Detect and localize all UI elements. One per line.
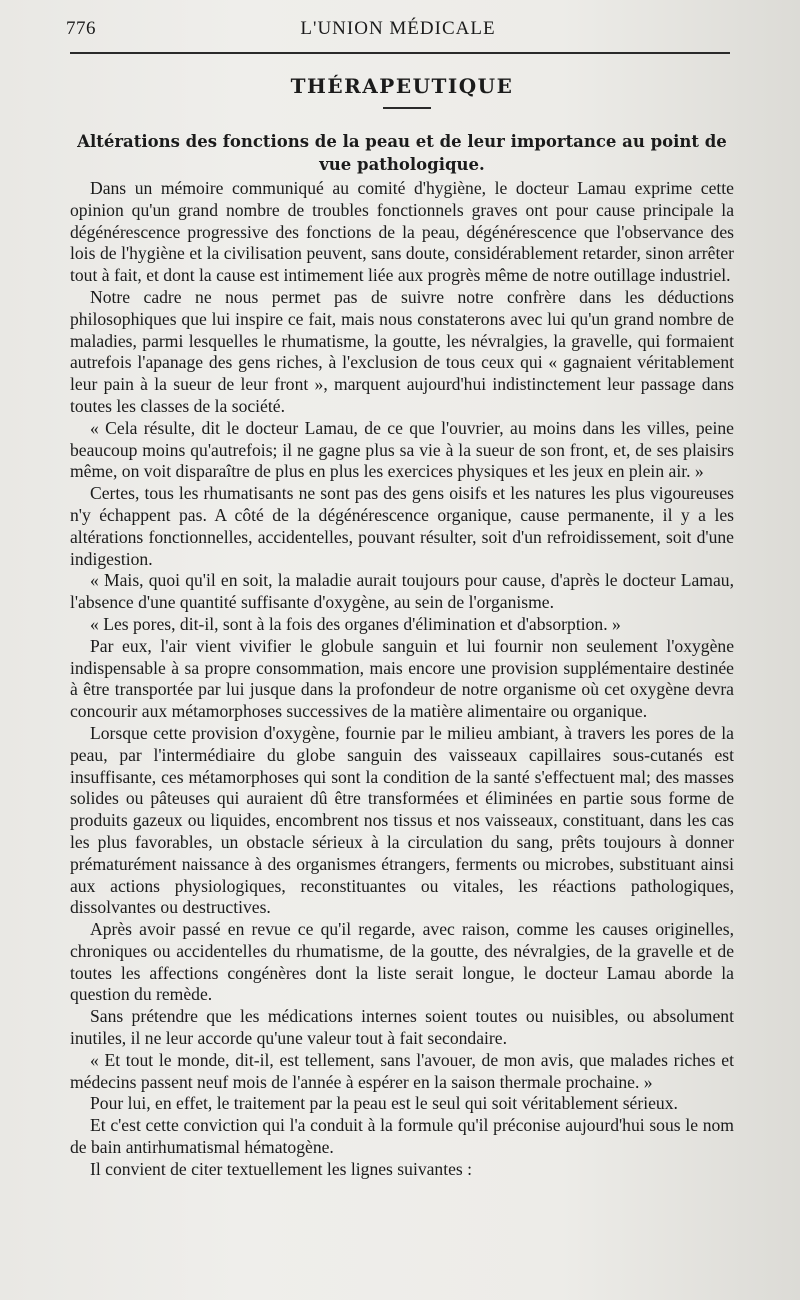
paragraph: « Cela résulte, dit le docteur Lamau, de ce que l'ouvrier, au moins dans les villes, peine beaucoup moins qu'autrefois; il ne gagne plus sa vie à la sueur de son front, et, de ses plaisirs même, on voit disparaître de plus en plus les exercices physiques et les jeux en plein air. » <box>70 417 734 482</box>
running-head <box>66 14 730 44</box>
paragraph: Dans un mémoire communiqué au comité d'hygiène, le docteur Lamau exprime cette opinion qu'un grand nombre de troubles fonctionnels graves ont pour cause principale la dégénérescence progressive des fonctions de la peau, dégénérescence que l'observance des lois de l'hygiène et la civilisation peuvent, sans doute, considérablement retarder, sinon arrêter tout à fait, et dont la cause est intimement liée aux progrès même de notre outillage industriel. <box>70 178 734 286</box>
paragraph: Après avoir passé en revue ce qu'il regarde, avec raison, comme les causes originelles, chroniques ou accidentelles du rhumatisme, de la goutte, des névralgies, de la gravelle et de toutes les affections congénères dont la liste serait longue, le docteur Lamau aborde la question du remède. <box>70 919 734 1005</box>
paragraph: Pour lui, en effet, le traitement par la peau est le seul qui soit véritablement sérieux. <box>90 1093 678 1114</box>
paragraph: « Les pores, dit-il, sont à la fois des organes d'élimination et d'absorption. » <box>90 613 621 634</box>
header-rule <box>70 52 730 54</box>
paragraph: Par eux, l'air vient vivifier le globule sanguin et lui fournir non seulement l'oxygène indispensable à sa propre consommation, mais encore une provision supplémentaire destinée à être transportée par lui jusque dans la profondeur de notre organisme où cet oxygène devra concourir aux métamorphoses successives de la matière alimentaire ou organique. <box>70 635 734 722</box>
paragraph: Certes, tous les rhumatisants ne sont pas des gens oisifs et les natures les plus vigoureuses n'y échappent pas. A côté de la dégénérescence organique, cause permanente, il y a les altérations fonctionnelles, accidentelles, pouvant résulter, soit d'un refroidissement, soit d'une indigestion. <box>70 483 734 569</box>
journal-title: L'UNION MÉDICALE <box>300 18 496 39</box>
paragraph: Lorsque cette provision d'oxygène, fournie par le milieu ambiant, à travers les pores de la peau, par l'intermédiaire du globe sanguin des vaisseaux capillaires sous-cutanés est insuffisante, ces métamorphoses qui sont la condition de la santé s'effectuent mal; des masses solides ou pâteuses qui auraient dû être transformées et éliminées en partie sous forme de produits gazeux ou liquides, encombrent nos tissus et nos vaisseaux, constituant, dans les cas les plus favorables, un obstacle sérieux à la circulation du sang, prêts toujours à donner prématurément naissance à des organismes étrangers, ferments ou microbes, substituant ainsi aux actions physiologiques, reconstituantes ou vitales, les réactions pathologiques, dissolvantes ou destructives. <box>70 722 734 918</box>
article-body <box>70 178 734 1181</box>
paragraph: Et c'est cette conviction qui l'a conduit à la formule qu'il préconise aujourd'hui sous le nom de bain antirhumatismal hématogène. <box>70 1115 734 1158</box>
paragraph: Sans prétendre que les médications internes soient toutes ou nuisibles, ou absolument inutiles, il ne leur accorde qu'une valeur tout à fait secondaire. <box>70 1006 734 1049</box>
paragraph: « Mais, quoi qu'il en soit, la maladie aurait toujours pour cause, d'après le docteur Lamau, l'absence d'une quantité suffisante d'oxygène, au sein de l'organisme. <box>70 570 734 613</box>
section-title: THÉRAPEUTIQUE <box>290 74 514 98</box>
paragraph: « Et tout le monde, dit-il, est tellement, sans l'avouer, de mon avis, que malades riches et médecins passent neuf mois de l'année à espérer en la saison thermale prochaine. » <box>70 1049 734 1092</box>
paragraph: Notre cadre ne nous permet pas de suivre notre confrère dans les déductions philosophiques que lui inspire ce fait, mais nous constaterons avec lui qu'un grand nombre de maladies, parmi lesquelles le rhumatisme, la goutte, les névralgies, la gravelle, qui formaient autrefois l'apanage des gens riches, à l'exclusion de tous ceux qui « gagnaient véritablement leur pain à la sueur de leur front », marquent aujourd'hui indistinctement leur passage dans toutes les classes de la société. <box>70 286 734 416</box>
page-number: 776 <box>66 18 96 39</box>
paragraph: Il convient de citer textuellement les lignes suivantes : <box>90 1158 473 1179</box>
title-rule <box>383 107 431 109</box>
article-title: Altérations des fonctions de la peau et de leur importance au point de vue pathologique. <box>77 132 727 174</box>
